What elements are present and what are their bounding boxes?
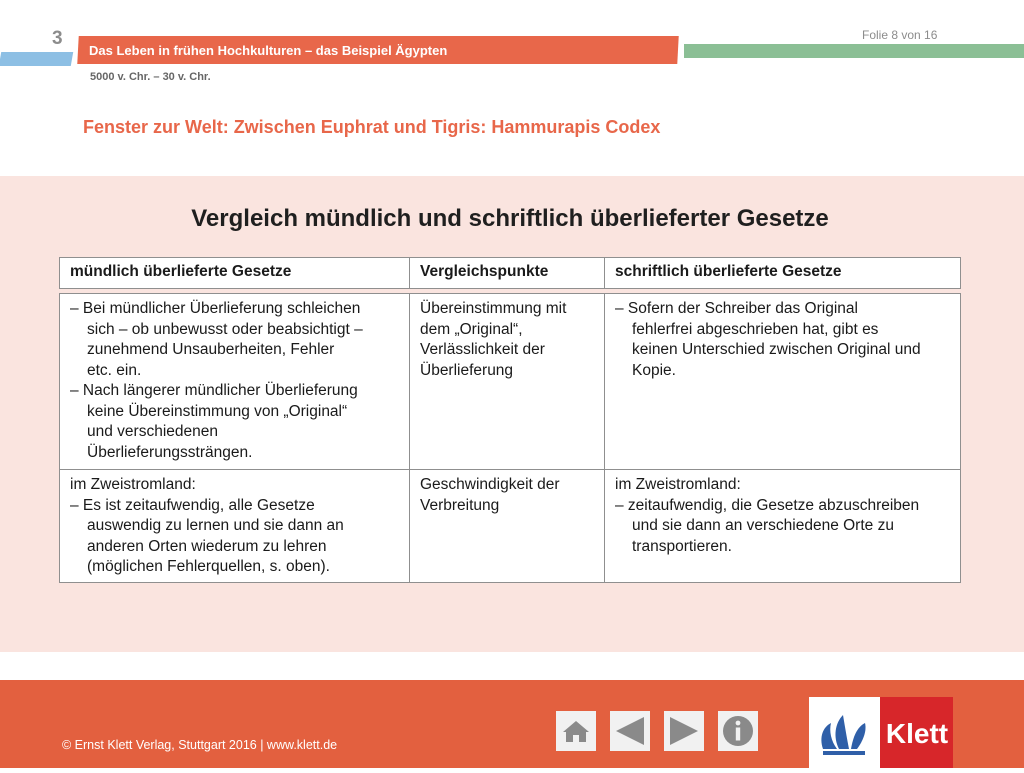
table-cell-comparison xyxy=(409,469,605,583)
arrow-right-icon xyxy=(664,711,704,751)
page-title: Fenster zur Welt: Zwischen Euphrat und Tigris: Hammurapis Codex xyxy=(83,117,661,137)
column-header-comparison: Vergleichspunkte xyxy=(409,257,605,289)
cell-line: – zeitaufwendig, die Gesetze abzuschreiben xyxy=(615,496,920,514)
cell-line: und sie dann an verschiedene Orte zu xyxy=(632,517,894,534)
cell-line: Überlieferungssträngen. xyxy=(87,443,253,461)
cell-line: Überlieferung xyxy=(420,361,514,379)
column-header-oral: mündlich überlieferte Gesetze xyxy=(59,257,410,289)
cell-line: Geschwindigkeit der xyxy=(420,476,560,493)
table-cell-oral xyxy=(59,293,410,470)
decor-stripe-green xyxy=(684,44,1024,58)
table-cell-written xyxy=(604,293,961,470)
table-cell-oral xyxy=(59,469,410,583)
table-cell-comparison xyxy=(409,293,605,470)
cell-line: Verlässlichkeit der xyxy=(420,341,545,358)
home-icon xyxy=(556,711,596,751)
decor-stripe-blue xyxy=(0,52,73,66)
cell-line: anderen Orten wiederum zu lehren xyxy=(87,537,327,555)
cell-line: etc. ein. xyxy=(87,361,142,379)
column-header-written: schriftlich überlieferte Gesetze xyxy=(604,257,961,289)
info-icon xyxy=(718,711,758,751)
cell-line: im Zweistromland: xyxy=(615,476,741,493)
cell-line: – Es ist zeitaufwendig, alle Gesetze xyxy=(70,496,315,514)
cell-line: – Bei mündlicher Überlieferung schleichen xyxy=(70,300,361,317)
cell-line: keinen Unterschied zwischen Original und xyxy=(632,341,921,358)
slide-counter: Folie 8 von 16 xyxy=(862,28,938,42)
info-button[interactable] xyxy=(718,711,758,751)
cell-line: sich – ob unbewusst oder beabsichtigt – xyxy=(87,320,363,338)
cell-line: fehlerfrei abgeschrieben hat, gibt es xyxy=(632,320,879,338)
home-button[interactable] xyxy=(556,711,596,751)
cell-line: zunehmend Unsauberheiten, Fehler xyxy=(87,341,335,358)
cell-line: Verbreitung xyxy=(420,496,500,514)
klett-emblem-icon xyxy=(809,697,880,768)
cell-line: keine Übereinstimmung von „Original“ xyxy=(87,402,348,420)
cell-line: (möglichen Fehlerquellen, s. oben). xyxy=(87,558,330,575)
date-range: 5000 v. Chr. – 30 v. Chr. xyxy=(90,71,211,83)
cell-line: und verschiedenen xyxy=(87,423,218,440)
cell-line: transportieren. xyxy=(632,537,732,555)
cell-line: – Nach längerer mündlicher Überlieferung xyxy=(70,382,358,399)
table-cell-written xyxy=(604,469,961,583)
klett-logo-text: Klett xyxy=(885,718,949,749)
cell-line: im Zweistromland: xyxy=(70,476,196,493)
cell-line: dem „Original“, xyxy=(420,320,523,338)
main-heading: Vergleich mündlich und schriftlich überlieferter Gesetze xyxy=(191,205,829,232)
cell-line: Kopie. xyxy=(632,361,676,379)
cell-line: – Sofern der Schreiber das Original xyxy=(615,300,858,317)
cell-line: Übereinstimmung mit xyxy=(420,300,567,317)
chapter-number: 3 xyxy=(52,28,63,49)
arrow-left-icon xyxy=(610,711,650,751)
next-slide-button[interactable] xyxy=(664,711,704,751)
copyright-notice: © Ernst Klett Verlag, Stuttgart 2016 | www.klett.de xyxy=(62,738,338,752)
cell-line: auswendig zu lernen und sie dann an xyxy=(87,517,344,534)
previous-slide-button[interactable] xyxy=(610,711,650,751)
header-title: Das Leben in frühen Hochkulturen – das Beispiel Ägypten xyxy=(89,43,448,58)
